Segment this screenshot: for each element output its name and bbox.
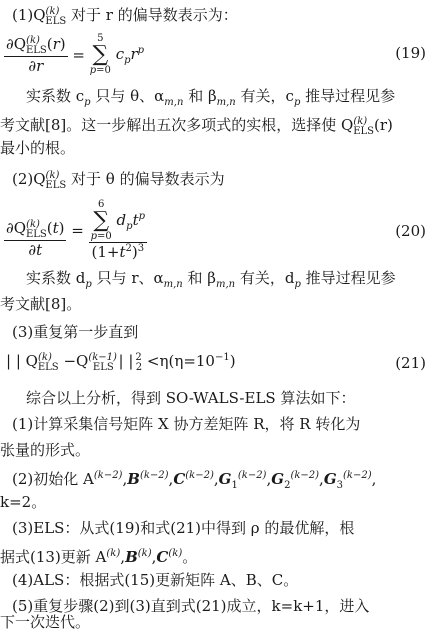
- equation-19: $\frac{\partial Q^{(k)}_{ELS}(r)}{\partial r}$ = 5 ∑ p=0 $c_pr^p$ (19): [6, 33, 426, 76]
- para-dp-2: 考文献[8]。: [0, 295, 82, 313]
- algo-intro: 综合以上分析，得到 SO-WALS-ELS 算法如下：: [26, 389, 356, 407]
- eq21-number: (21): [395, 354, 426, 372]
- para-dp-1: 实系数 $d_p$ 只与 r、$\alpha_{m,n}$ 和 $\beta_{m,n}$ 有关，$d_p$ 推导过程见参: [26, 269, 396, 290]
- equation-21: | | $Q^{(k)}_{ELS} -Q^{(k-1)}_{ELS}$ | | $^2_2 <\eta(\eta=10^{-1})$ (21): [6, 352, 426, 373]
- step-2-a: (2)初始化 $A^{(k-2)},B^{(k-2)},C^{(k-2)},G_1^{(k-2)},G_2^{(k-2)},G_3^{(k-2)}$,: [12, 470, 377, 491]
- item-2-heading: $(2)Q^{(k)}_{ELS}$ 对于 θ 的偏导数表示为: [12, 170, 225, 191]
- step-3-b: 据式(13)更新 $A^{(k)},B^{(k)},C^{(k)}$。: [0, 548, 198, 566]
- step-2-b: k=2。: [0, 493, 47, 511]
- step-3-a: (3)ELS：从式(19)和式(21)中得到 ρ 的最优解，根: [12, 519, 355, 537]
- step-5-a: (5)重复步骤(2)到(3)直到式(21)成立，k=k+1，进入: [12, 597, 370, 615]
- item-1-heading: $(1)Q^{(k)}_{ELS}$ 对于 r 的偏导数表示为：: [12, 6, 238, 27]
- para-cp-1: 实系数 $c_p$ 只与 θ、$\alpha_{m,n}$ 和 $\beta_{m,n}$ 有关，$c_p$ 推导过程见参: [26, 87, 396, 108]
- step-4: (4)ALS：根据式(15)更新矩阵 A、B、C。: [12, 571, 299, 589]
- para-cp-3: 最小的根。: [0, 139, 76, 157]
- eq19-number: (19): [395, 44, 426, 62]
- para-cp-2: 考文献[8]。这一步解出五次多项式的实根，选择使 $Q^{(k)}_{ELS}(r)$: [0, 116, 393, 137]
- eq20-number: (20): [395, 222, 426, 240]
- step-1-b: 张量的形式。: [0, 441, 91, 459]
- step-5-b: 下一次迭代。: [0, 613, 91, 631]
- equation-20: $\frac{\partial Q^{(k)}_{ELS}(t)}{\partial t}$ = 6 ∑ p=0 $d_pt^p$ $(1+t^2)^3$ (20): [6, 199, 426, 261]
- step-1-a: (1)计算采集信号矩阵 X 协方差矩阵 R，将 R 转化为: [12, 415, 361, 433]
- item-3-heading: (3)重复第一步直到: [12, 323, 139, 341]
